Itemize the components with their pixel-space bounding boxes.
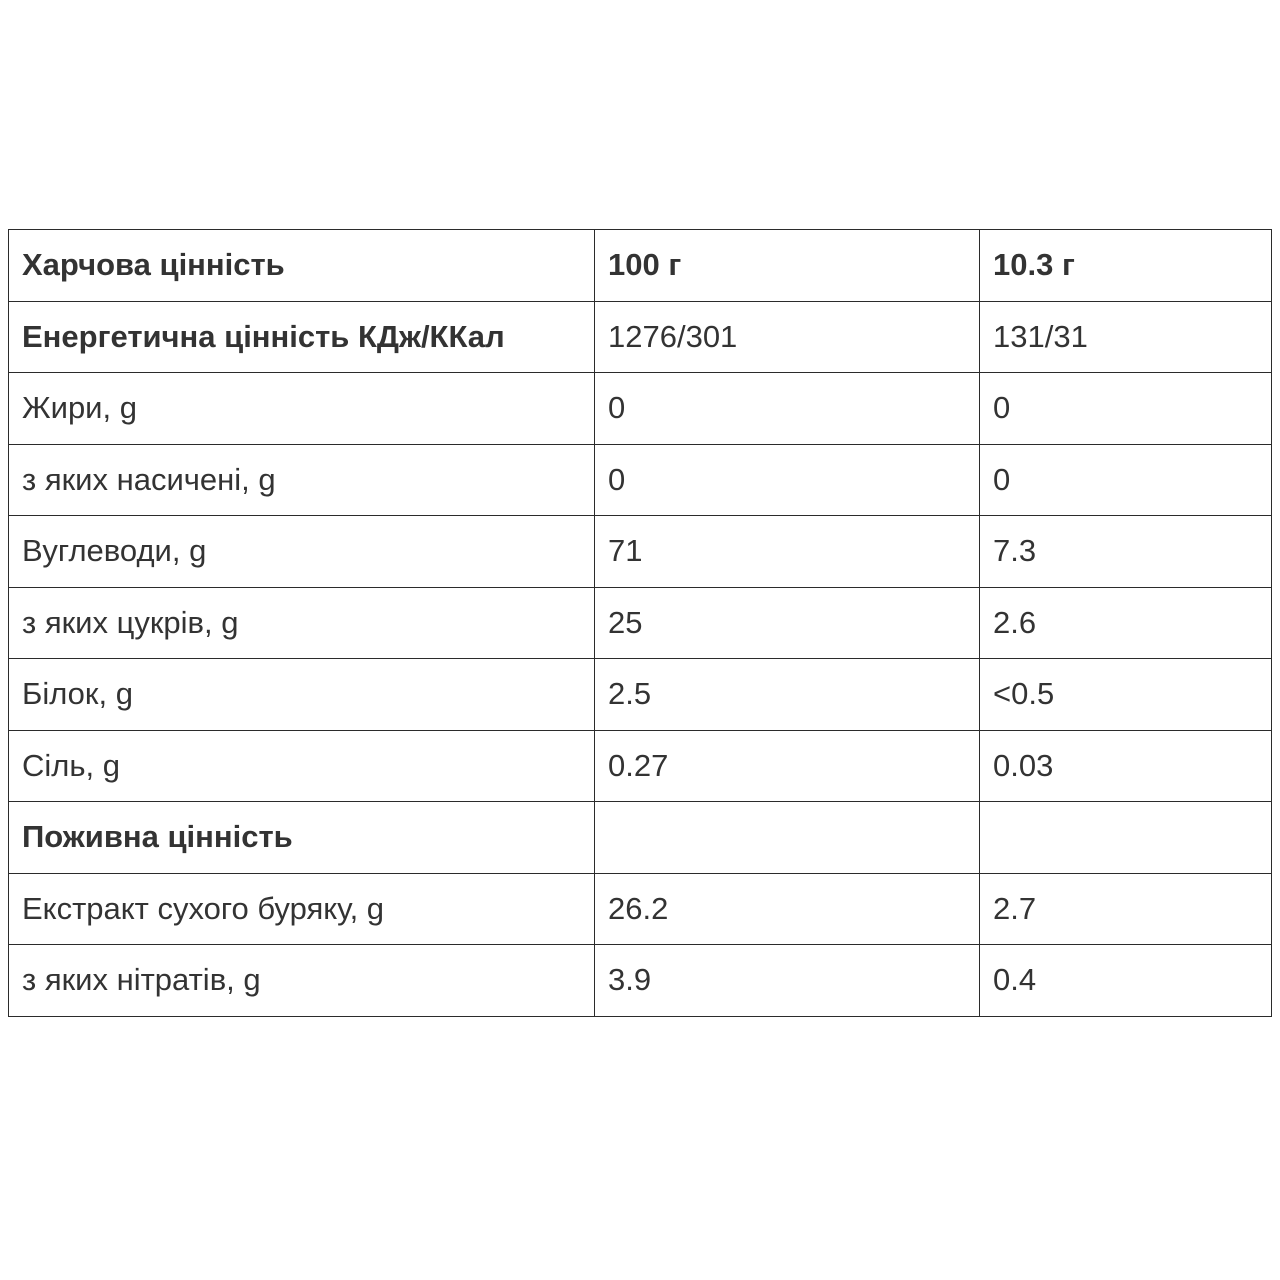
table-row [9, 516, 1272, 588]
cell-per-100g [595, 802, 980, 874]
row-label-energy: Енергетична цінність КДж/ККал [9, 301, 595, 373]
cell-per-serving: 0 [980, 373, 1272, 445]
table-row [9, 659, 1272, 731]
table-row [9, 444, 1272, 516]
table-section-row [9, 802, 1272, 874]
cell-per-100g: 25 [595, 587, 980, 659]
header-nutrition-value: Харчова цінність [9, 230, 595, 302]
row-label-protein: Білок, g [9, 659, 595, 731]
cell-per-100g: 2.5 [595, 659, 980, 731]
cell-per-100g: 0 [595, 444, 980, 516]
row-label-nutritive-value: Поживна цінність [9, 802, 595, 874]
row-label-fat: Жири, g [9, 373, 595, 445]
table-row [9, 730, 1272, 802]
cell-per-serving [980, 802, 1272, 874]
row-label-salt: Сіль, g [9, 730, 595, 802]
table-row [9, 587, 1272, 659]
table-row [9, 873, 1272, 945]
cell-per-100g: 0 [595, 373, 980, 445]
table-header-row [9, 230, 1272, 302]
cell-per-100g: 0.27 [595, 730, 980, 802]
cell-per-serving: 7.3 [980, 516, 1272, 588]
header-per-100g: 100 г [595, 230, 980, 302]
cell-per-serving: 0 [980, 444, 1272, 516]
row-label-sugars: з яких цукрів, g [9, 587, 595, 659]
cell-per-100g: 71 [595, 516, 980, 588]
cell-per-serving: <0.5 [980, 659, 1272, 731]
table-row [9, 945, 1272, 1017]
row-label-saturated-fat: з яких насичені, g [9, 444, 595, 516]
table-row [9, 301, 1272, 373]
cell-per-serving: 2.7 [980, 873, 1272, 945]
cell-per-serving: 0.03 [980, 730, 1272, 802]
header-per-serving: 10.3 г [980, 230, 1272, 302]
cell-per-100g: 26.2 [595, 873, 980, 945]
cell-per-serving: 0.4 [980, 945, 1272, 1017]
row-label-carbohydrates: Вуглеводи, g [9, 516, 595, 588]
cell-per-serving: 131/31 [980, 301, 1272, 373]
cell-per-serving: 2.6 [980, 587, 1272, 659]
nutrition-facts-table [8, 229, 1272, 1017]
cell-per-100g: 1276/301 [595, 301, 980, 373]
table-row [9, 373, 1272, 445]
row-label-beet-extract: Екстракт сухого буряку, g [9, 873, 595, 945]
row-label-nitrates: з яких нітратів, g [9, 945, 595, 1017]
cell-per-100g: 3.9 [595, 945, 980, 1017]
